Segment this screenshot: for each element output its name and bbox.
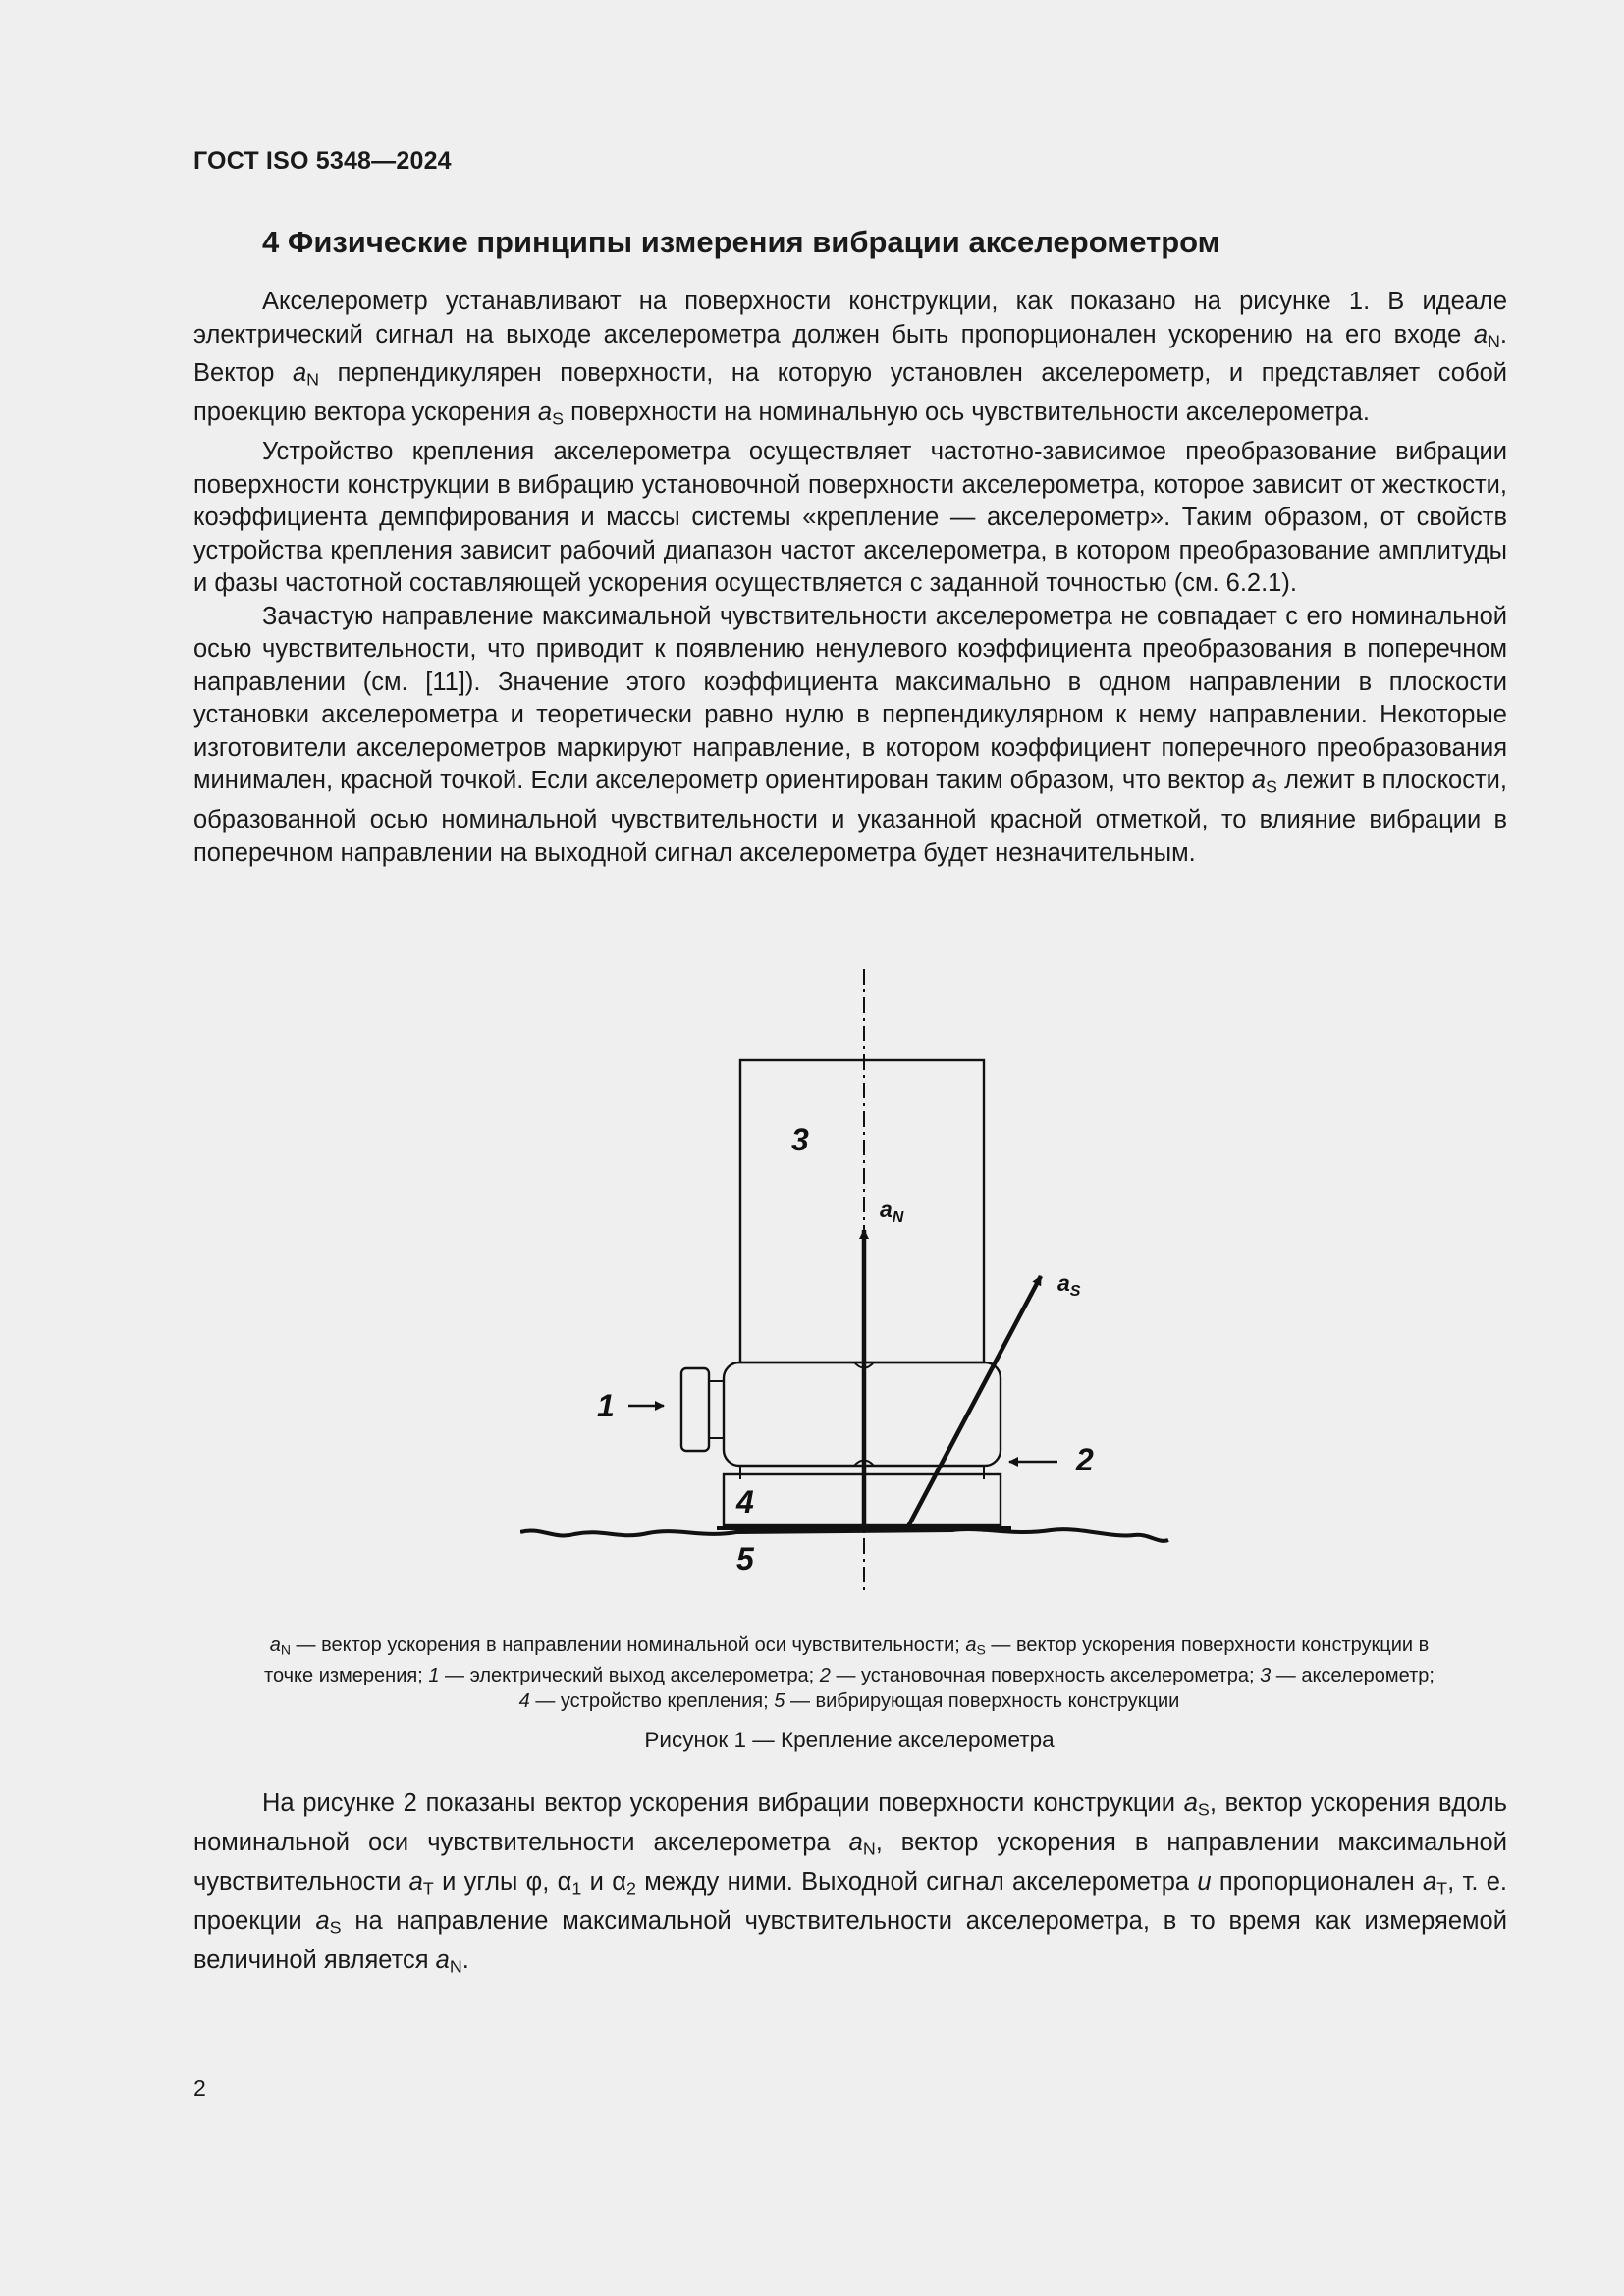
label-aS: $a_S$ <box>1057 1270 1081 1300</box>
label-3: 3 <box>791 1122 809 1157</box>
label-2: 2 <box>1076 1442 1094 1477</box>
section-title: 4 Физические принципы измерения вибрации акселерометром <box>262 225 1220 259</box>
mounting-diagram <box>520 967 1188 1605</box>
document-header: ГОСТ ISO 5348—2024 <box>193 147 452 175</box>
electrical-connector <box>681 1368 709 1451</box>
figure-legend: $a_N$ — вектор ускорения в направлении номинальной оси чувствительности; $a_S$ — вектор ускорения поверхности конструкции в точке измерения; 1 — электрический выход акселерометра; 2 — установочная поверхность акселерометра; 3 — акселерометр; 4 — устройство крепления; 5 — вибрирующая поверхность конструкции <box>264 1634 1435 1712</box>
paragraph-2: Устройство крепления акселерометра осуществляет частотно-зависимое преобразование вибрации поверхности конструкции в вибрацию установочной поверхности акселерометра, которое зависит от жесткости, коэффициента демпфирования и массы системы «крепление — акселерометр». Таким образом, от свойств устройства крепления зависит рабочий диапазон частот акселерометра, в котором преобразование амплитуды и фазы частотной составляющей ускорения осуществляется с заданной точностью (см. 6.2.1). <box>193 438 1507 598</box>
vibrating-surface <box>520 1529 1168 1541</box>
paragraph-1: Акселерометр устанавливают на поверхности конструкции, как показано на рисунке 1. В идеале электрический сигнал на выходе акселерометра должен быть пропорционален ускорению на его входе $a_N$. Вектор $a_N$ перпендикулярен поверхности, на которую установлен акселерометр, и представляет собой проекцию вектора ускорения $a_S$ поверхности на номинальную ось чувствительности акселерометра. <box>193 288 1507 429</box>
label-1: 1 <box>597 1388 615 1423</box>
paragraph-3: Зачастую направление максимальной чувствительности акселерометра не совпадает с его номинальной осью чувствительности, что приводит к появлению ненулевого коэффициента преобразования в поперечном направлении (см. [11]). Значение этого коэффициента максимально в одном направлении в плоскости установки акселерометра и теоретически равно нулю в перпендикулярном к нему направлении. Некоторые изготовители акселерометров маркируют направление, в котором коэффициент поперечного преобразования минимален, красной точкой. Если акселерометр ориентирован таким образом, что вектор $a_S$ лежит в плоскости, образованной осью номинальной чувствительности и указанной красной отметкой, то влияние вибрации в поперечном направлении на выходной сигнал акселерометра будет незначительным. <box>193 602 1507 867</box>
after-figure-text <box>193 1788 1507 1984</box>
paragraph-4: На рисунке 2 показаны вектор ускорения вибрации поверхности конструкции $a_S$, вектор ускорения вдоль номинальной оси чувствительности акселерометра $a_N$, вектор ускорения в направлении максимальной чувствительности $a_T$ и углы φ, $\alpha_1$ и $\alpha_2$ между ними. Выходной сигнал акселерометра u пропорционален $a_T$, т. е. проекции $a_S$ на направление максимальной чувствительности акселерометра, в то время как измеряемой величиной является $a_N$. <box>193 1789 1508 1977</box>
label-aN: $a_N$ <box>880 1197 904 1226</box>
vector-aS <box>907 1276 1041 1528</box>
intro-text <box>193 286 1507 870</box>
label-5: 5 <box>736 1541 754 1576</box>
page-number: 2 <box>193 2075 206 2101</box>
figure-accelerometer-mounting <box>520 967 1188 1605</box>
figure-caption: Рисунок 1 — Крепление акселерометра <box>644 1728 1055 1752</box>
label-4: 4 <box>736 1484 754 1520</box>
